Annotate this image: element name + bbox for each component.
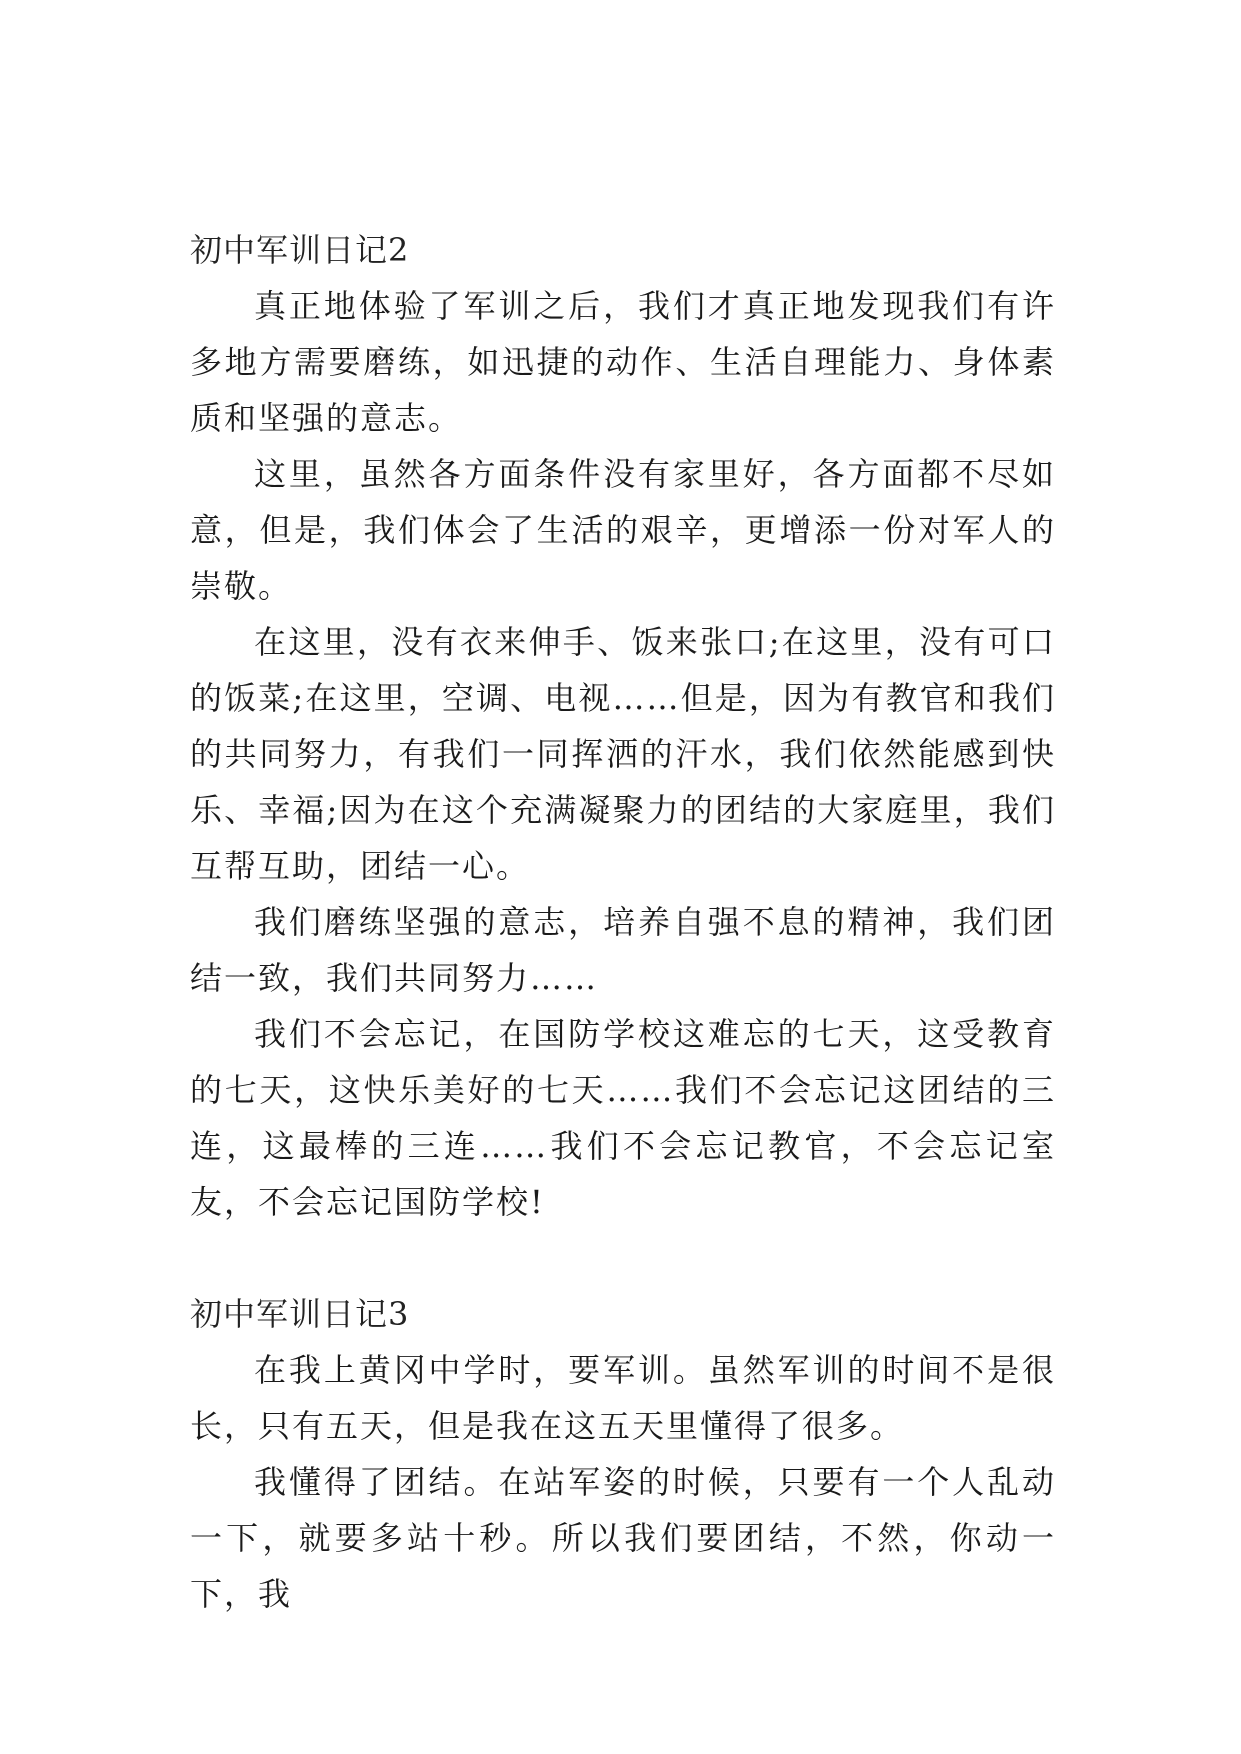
paragraph: 我懂得了团结。在站军姿的时候，只要有一个人乱动一下，就要多站十秒。所以我们要团结，不然，你动一下，我 — [190, 1463, 1056, 1613]
paragraph: 真正地体验了军训之后，我们才真正地发现我们有许多地方需要磨练，如迅捷的动作、生活自理能力、身体素质和坚强的意志。 — [190, 287, 1056, 437]
paragraph: 在我上黄冈中学时，要军训。虽然军训的时间不是很长，只有五天，但是我在这五天里懂得了很多。 — [190, 1351, 1056, 1445]
paragraph: 我们不会忘记，在国防学校这难忘的七天，这受教育的七天，这快乐美好的七天……我们不会忘记这团结的三连，这最棒的三连……我们不会忘记教官，不会忘记室友，不会忘记国防学校! — [190, 1015, 1056, 1221]
diary-entry-3 — [190, 1286, 1056, 1622]
section-title: 初中军训日记2 — [190, 231, 410, 269]
paragraph: 我们磨练坚强的意志，培养自强不息的精神，我们团结一致，我们共同努力…… — [190, 903, 1056, 997]
section-title: 初中军训日记3 — [190, 1295, 410, 1333]
paragraph: 在这里，没有衣来伸手、饭来张口;在这里，没有可口的饭菜;在这里，空调、电视……但是，因为有教官和我们的共同努力，有我们一同挥洒的汗水，我们依然能感到快乐、幸福;因为在这个充满凝聚力的团结的大家庭里，我们互帮互助，团结一心。 — [190, 623, 1056, 885]
document-body — [190, 222, 1056, 1622]
paragraph: 这里，虽然各方面条件没有家里好，各方面都不尽如意，但是，我们体会了生活的艰辛，更增添一份对军人的崇敬。 — [190, 455, 1056, 605]
diary-entry-2 — [190, 222, 1056, 1230]
